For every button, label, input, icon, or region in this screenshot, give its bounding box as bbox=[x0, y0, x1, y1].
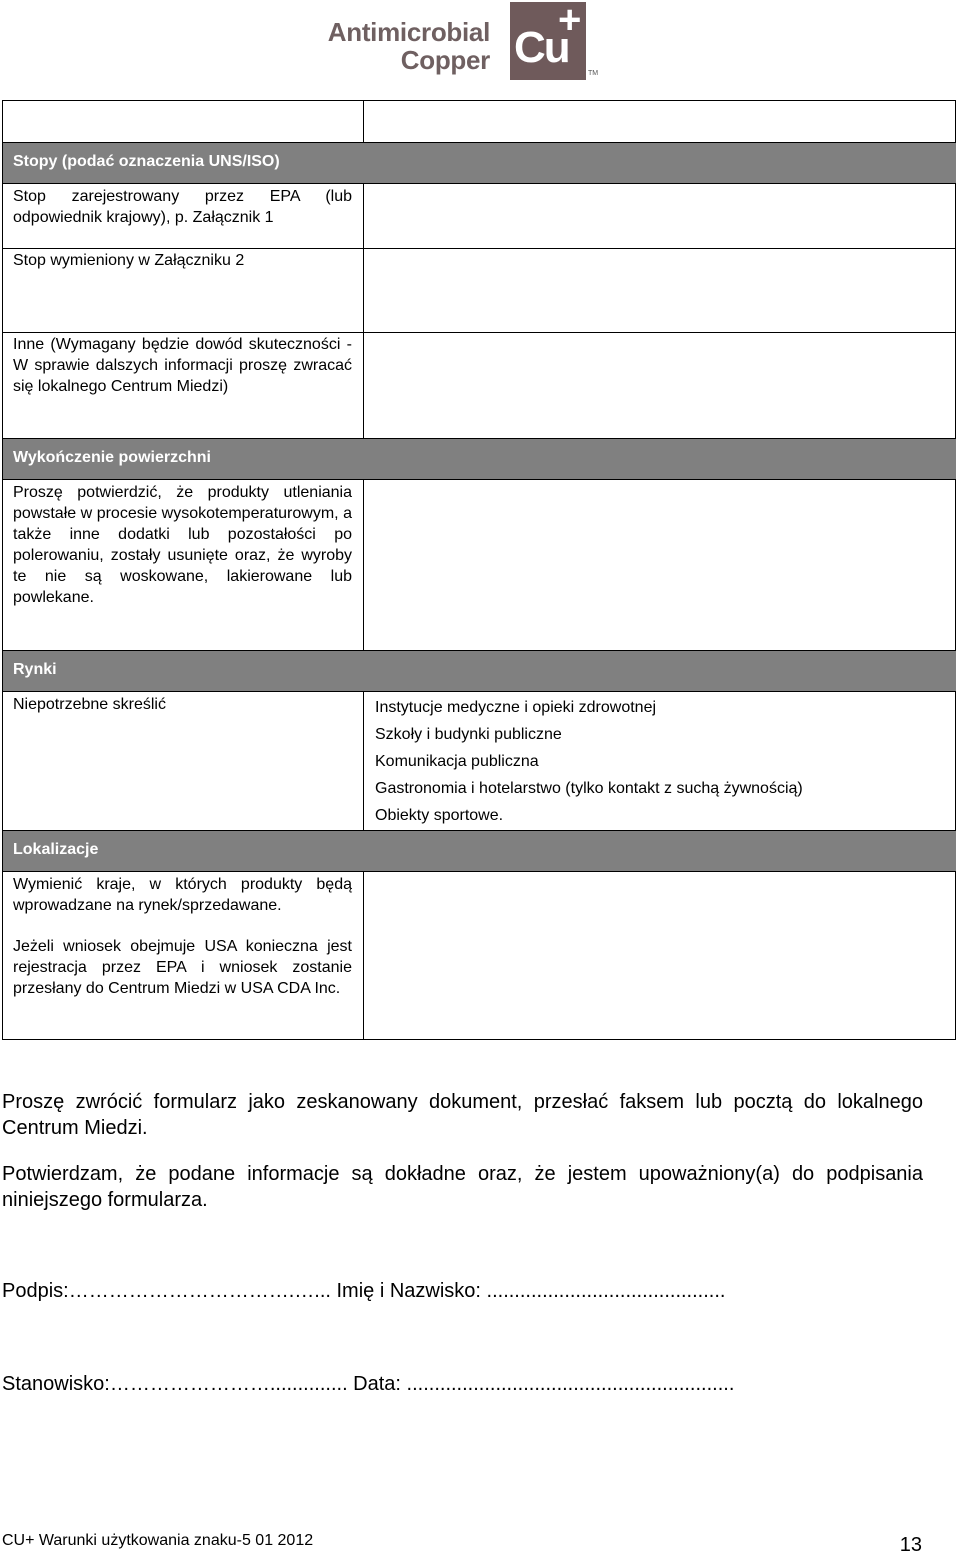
market-option[interactable]: Obiekty sportowe. bbox=[375, 807, 504, 824]
stopy-annex2-input-area[interactable] bbox=[364, 249, 956, 332]
footer-document-title: CU+ Warunki użytkowania znaku-5 01 2012 bbox=[2, 1532, 314, 1549]
logo-cu: Cu bbox=[514, 23, 569, 72]
markets-options-list bbox=[375, 694, 803, 829]
confirmation-statement: Potwierdzam, że podane informacje są dokładne oraz, że jestem upoważniony(a) do podpisania niniejszego formularza. bbox=[2, 1163, 923, 1211]
logo-wordmark bbox=[326, 18, 490, 74]
section-header-stopy bbox=[3, 142, 956, 184]
market-option[interactable]: Gastronomia i hotelarstwo (tylko kontakt z suchą żywnością) bbox=[375, 780, 803, 797]
section-header-wykonczenie bbox=[3, 438, 956, 480]
signature-name-line[interactable]: Podpis:…………………………….…... Imię i Nazwisko: ........................................... bbox=[2, 1280, 726, 1302]
market-option[interactable]: Szkoły i budynki publiczne bbox=[375, 726, 562, 743]
section-title-lokalizacje: Lokalizacje bbox=[13, 841, 99, 858]
section-title-stopy: Stopy (podać oznaczenia UNS/ISO) bbox=[13, 153, 280, 170]
label-list-countries: Wymienić kraje, w których produkty będą wprowadzane na rynek/sprzedawane. bbox=[13, 876, 352, 914]
stopy-other-input-area[interactable] bbox=[364, 333, 956, 438]
logo-line1: Antimicrobial bbox=[327, 17, 490, 47]
logo-plus: + bbox=[558, 0, 582, 42]
section-title-rynki: Rynki bbox=[13, 661, 57, 678]
label-epa-registered-alloy: Stop zarejestrowany przez EPA (lub odpowiednik krajowy), p. Załącznik 1 bbox=[13, 188, 352, 226]
market-option[interactable]: Instytucje medyczne i opieki zdrowotnej bbox=[375, 699, 657, 716]
label-other-alloy: Inne (Wymagany będzie dowód skuteczności - W sprawie dalszych informacji proszę zwracać się lokalnego Centrum Miedzi) bbox=[13, 336, 352, 395]
label-surface-confirmation: Proszę potwierdzić, że produkty utleniania powstałe w procesie wysokotemperaturowym, a także inne dodatki lub pozostałości po polerowaniu, zostały usunięte oraz, że wyroby te nie są woskowane, lakierowane lub powlekane. bbox=[13, 484, 352, 606]
surface-confirmation-input-area[interactable] bbox=[364, 482, 956, 650]
section-title-wykonczenie: Wykończenie powierzchni bbox=[13, 449, 211, 466]
label-annex2-alloy: Stop wymieniony w Załączniku 2 bbox=[13, 252, 245, 269]
logo-line2: Copper bbox=[400, 45, 490, 75]
section-header-rynki bbox=[3, 650, 956, 692]
logo-tm: TM bbox=[588, 70, 599, 77]
stopy-epa-input-area[interactable] bbox=[364, 186, 956, 248]
section-header-lokalizacje bbox=[3, 830, 956, 872]
market-option[interactable]: Komunikacja publiczna bbox=[375, 753, 539, 770]
page-number: 13 bbox=[899, 1534, 922, 1556]
label-strike-unnecessary: Niepotrzebne skreślić bbox=[13, 696, 166, 713]
antimicrobial-copper-logo bbox=[326, 2, 616, 84]
return-instructions: Proszę zwrócić formularz jako zeskanowany dokument, przesłać faksem lub pocztą do lokalnego Centrum Miedzi. bbox=[2, 1091, 923, 1139]
label-usa-note: Jeżeli wniosek obejmuje USA konieczna jest rejestracja przez EPA i wniosek zostanie przesłany do Centrum Miedzi w USA CDA Inc. bbox=[13, 938, 352, 997]
position-date-line[interactable]: Stanowisko:…………………….............. Data: ........................................................... bbox=[2, 1373, 735, 1395]
countries-input-area[interactable] bbox=[364, 874, 956, 1039]
cu-plus-symbol bbox=[510, 2, 586, 80]
